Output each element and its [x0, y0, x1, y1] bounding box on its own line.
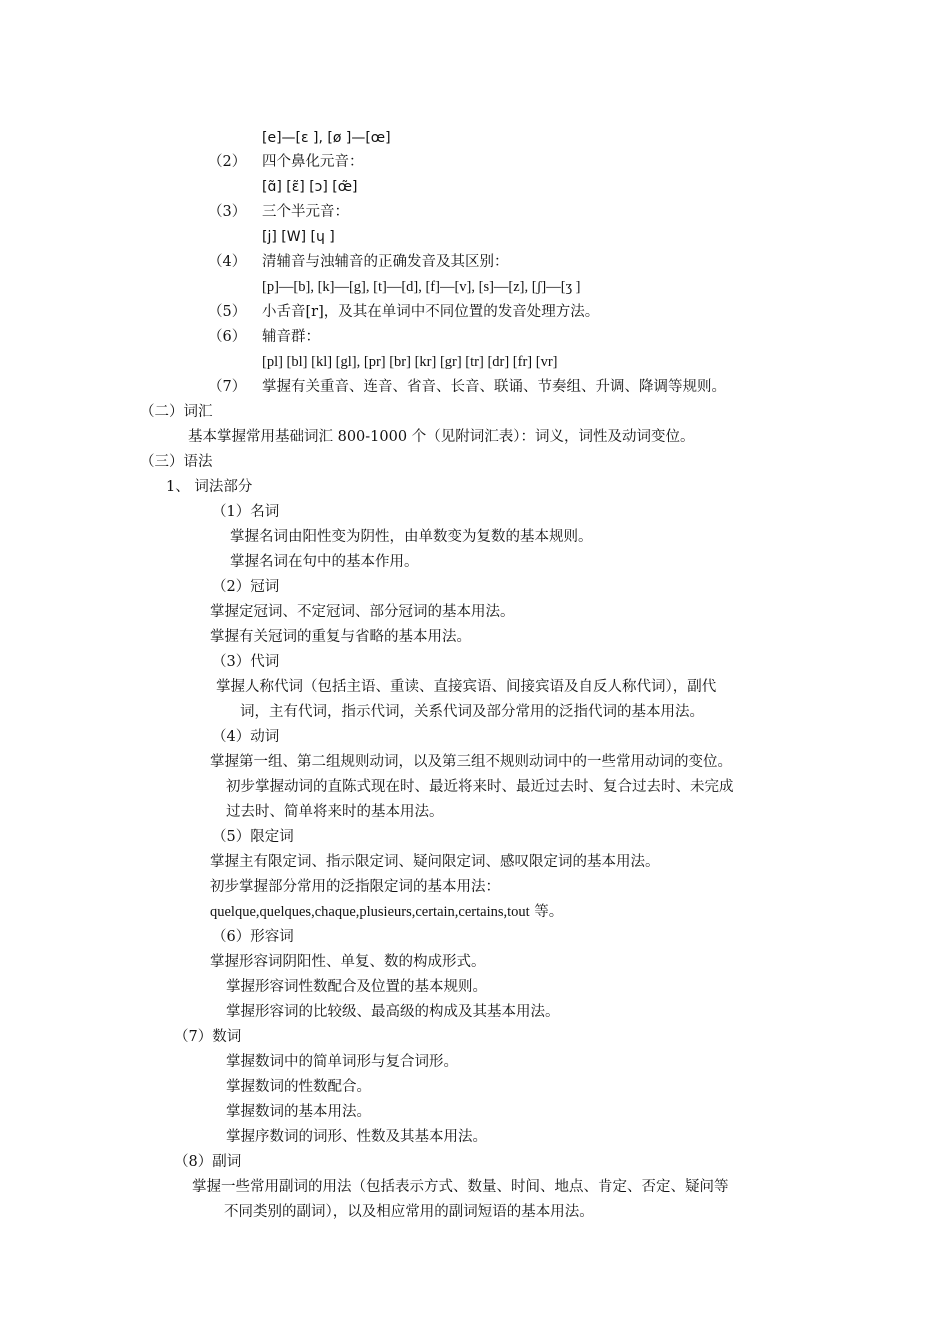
determiner-examples-words: quelque,quelques,chaque,plusieurs,certain,certains,tout	[210, 904, 530, 920]
determiner-examples	[210, 902, 563, 922]
determiner-examples-suffix: 等。	[529, 904, 564, 920]
morphology-heading: 1、 词法部分	[166, 479, 253, 495]
semivowels-detail: [j] [W] [ɥ ]	[262, 229, 335, 245]
adverb-heading: （8）副词	[174, 1154, 242, 1170]
nasal-vowels-detail: [ɑ̃] [ɛ̃] [ɔ] [œ̃]	[262, 179, 358, 195]
verb-line: 掌握第一组、第二组规则动词，以及第三组不规则动词中的一些常用动词的变位。	[210, 754, 732, 770]
noun-line: 掌握名词在句中的基本作用。	[230, 554, 419, 570]
consonant-clusters-title: 辅音群：	[262, 329, 320, 345]
adjective-line: 掌握形容词的比较级、最高级的构成及其基本用法。	[226, 1004, 560, 1020]
numeral-line: 掌握数词的性数配合。	[226, 1079, 371, 1095]
pronoun-heading: （3）代词	[212, 654, 280, 670]
item-number: （6）	[208, 329, 247, 345]
item-number: （2）	[208, 154, 247, 170]
grammar-heading: （三）语法	[140, 454, 213, 470]
adjective-heading: （6）形容词	[212, 929, 294, 945]
item-number: （4）	[208, 254, 247, 270]
numeral-line: 掌握数词的基本用法。	[226, 1104, 371, 1120]
vocabulary-text: 基本掌握常用基础词汇 800-1000 个（见附词汇表）：词义，词性及动词变位。	[188, 429, 695, 445]
adjective-line: 掌握形容词阴阳性、单复、数的构成形式。	[210, 954, 486, 970]
semivowels-title: 三个半元音：	[262, 204, 349, 220]
item-number: （5）	[208, 304, 247, 320]
verb-line: 初步掌握动词的直陈式现在时、最近将来时、最近过去时、复合过去时、未完成	[226, 779, 734, 795]
article-line: 掌握有关冠词的重复与省略的基本用法。	[210, 629, 471, 645]
pronoun-line: 词，主有代词，指示代词，关系代词及部分常用的泛指代词的基本用法。	[240, 704, 704, 720]
consonant-clusters-detail: [pl] [bl] [kl] [gl], [pr] [br] [kr] [gr] [tr] [dr] [fr] [vr]	[262, 354, 558, 370]
pronoun-line: 掌握人称代词（包括主语、重读、直接宾语、间接宾语及自反人称代词），副代	[216, 679, 717, 695]
adverb-line: 掌握一些常用副词的用法（包括表示方式、数量、时间、地点、肯定、否定、疑问等	[192, 1179, 729, 1195]
verb-heading: （4）动词	[212, 729, 280, 745]
consonants-detail: [p]—[b], [k]—[g], [t]—[d], [f]—[v], [s]—[z], [ʃ]—[ʒ ]	[262, 279, 581, 295]
article-line: 掌握定冠词、不定冠词、部分冠词的基本用法。	[210, 604, 515, 620]
determiner-heading: （5）限定词	[212, 829, 294, 845]
numeral-line: 掌握数词中的简单词形与复合词形。	[226, 1054, 458, 1070]
item-number: （3）	[208, 204, 247, 220]
numeral-line: 掌握序数词的词形、性数及其基本用法。	[226, 1129, 487, 1145]
determiner-line: 掌握主有限定词、指示限定词、疑问限定词、感叹限定词的基本用法。	[210, 854, 660, 870]
article-heading: （2）冠词	[212, 579, 280, 595]
nasal-vowels-title: 四个鼻化元音：	[262, 154, 364, 170]
numeral-heading: （7）数词	[174, 1029, 242, 1045]
prosody-rules-title: 掌握有关重音、连音、省音、长音、联诵、节奏组、升调、降调等规则。	[262, 379, 726, 395]
noun-heading: （1）名词	[212, 504, 280, 520]
consonants-title: 清辅音与浊辅音的正确发音及其区别：	[262, 254, 509, 270]
uvular-r-title: 小舌音[r]，及其在单词中不同位置的发音处理方法。	[262, 304, 600, 320]
item-number: （7）	[208, 379, 247, 395]
vocabulary-heading: （二）词汇	[140, 404, 213, 420]
determiner-line: 初步掌握部分常用的泛指限定词的基本用法：	[210, 879, 500, 895]
vowel-pairs-line: [e]—[ɛ ], [ø ]—[œ]	[262, 130, 391, 146]
verb-line: 过去时、简单将来时的基本用法。	[226, 804, 444, 820]
noun-line: 掌握名词由阳性变为阴性，由单数变为复数的基本规则。	[230, 529, 593, 545]
adverb-line: 不同类别的副词），以及相应常用的副词短语的基本用法。	[224, 1204, 594, 1220]
adjective-line: 掌握形容词性数配合及位置的基本规则。	[226, 979, 487, 995]
